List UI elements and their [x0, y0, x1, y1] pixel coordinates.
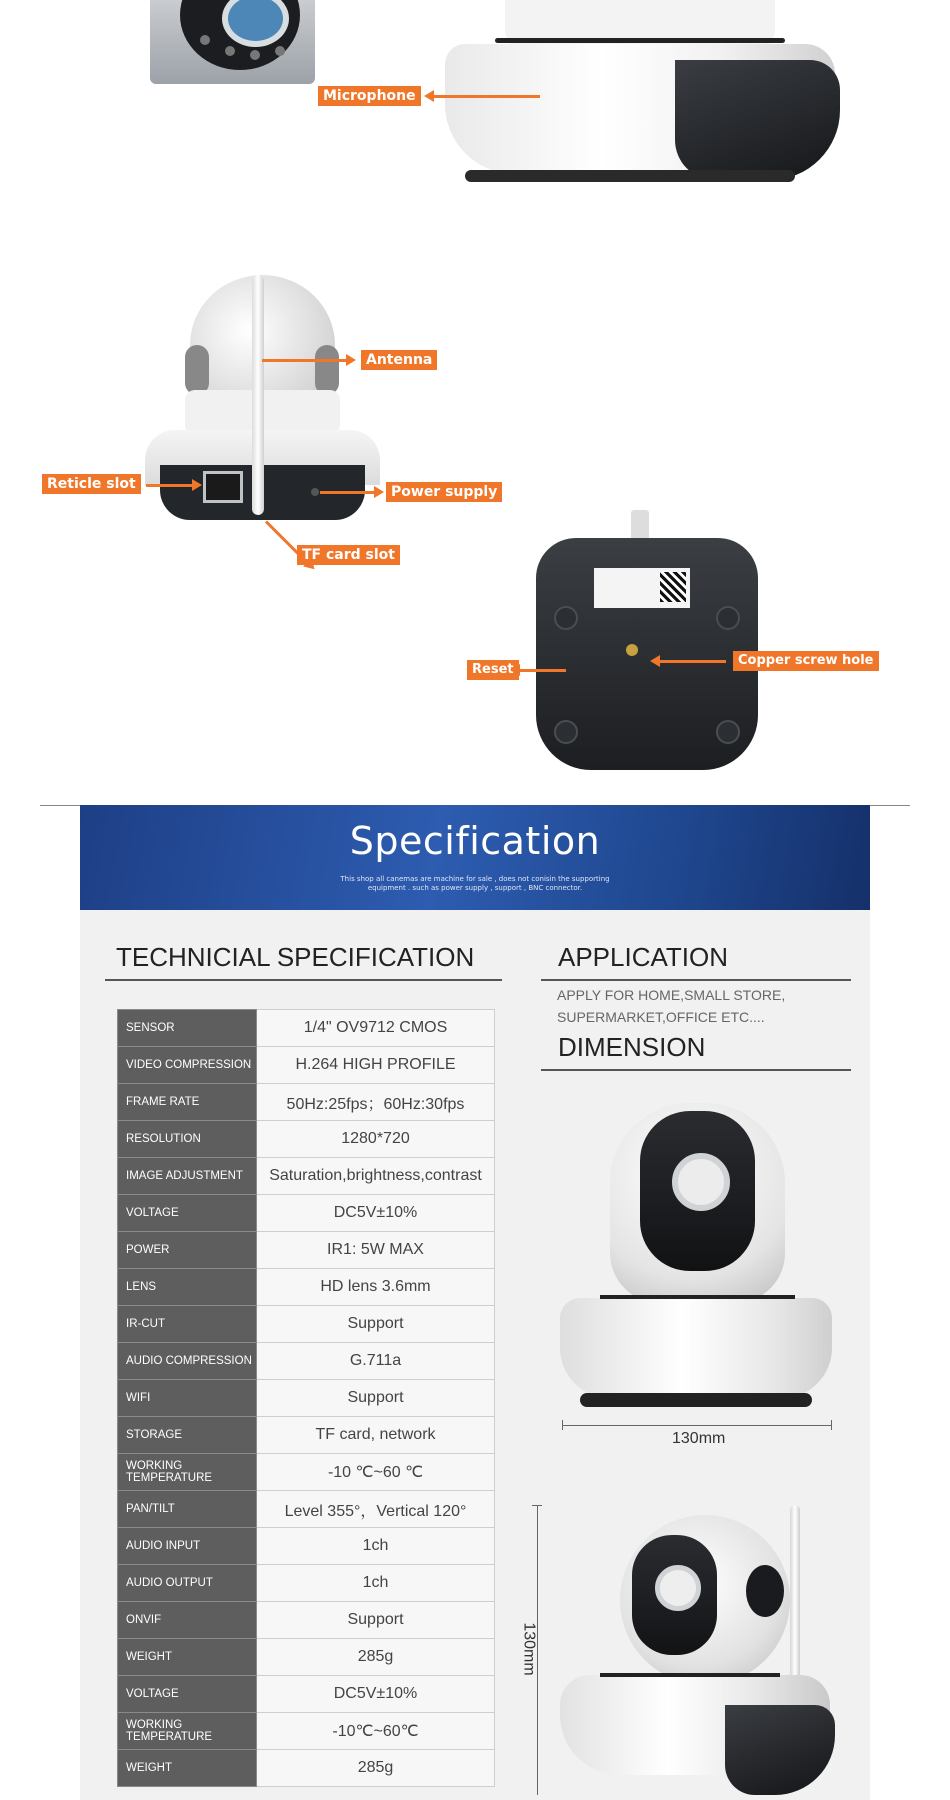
dimension-width-label: 130mm	[672, 1430, 726, 1447]
spec-row	[118, 1047, 495, 1084]
spec-row	[118, 1158, 495, 1195]
reticle-slot-arrow	[146, 484, 194, 487]
microphone-arrow	[432, 95, 540, 98]
spec-subtitle-line2: equipment . such as power supply , support , BNC connector.	[367, 884, 583, 892]
spec-value: HD lens 3.6mm	[257, 1269, 495, 1306]
microphone-label: Microphone	[318, 86, 421, 106]
camera-front-partial	[150, 0, 315, 84]
spec-row	[118, 1269, 495, 1306]
technical-heading-underline	[105, 979, 502, 981]
dimension-heading: DIMENSION	[558, 1032, 706, 1062]
spec-value: -10℃~60℃	[257, 1713, 495, 1750]
spec-key: LENS	[118, 1269, 257, 1306]
tf-card-slot-label: TF card slot	[297, 545, 400, 565]
spec-row	[118, 1343, 495, 1380]
spec-value: Level 355°，Vertical 120°	[257, 1491, 495, 1528]
antenna-label: Antenna	[361, 350, 437, 370]
spec-row	[118, 1602, 495, 1639]
camera-bottom	[536, 510, 758, 770]
spec-value: 50Hz:25fps；60Hz:30fps	[257, 1084, 495, 1121]
spec-value: 285g	[257, 1639, 495, 1676]
spec-row	[118, 1565, 495, 1602]
dimension-width-tick-left	[562, 1420, 563, 1430]
dimension-width-line	[562, 1425, 832, 1426]
technical-heading: TECHNICIAL SPECIFICATION	[116, 942, 475, 972]
dimension-width-tick-right	[831, 1420, 832, 1430]
spec-value: TF card, network	[257, 1417, 495, 1454]
tf-card-slot-arrow	[265, 520, 310, 565]
reticle-slot-label: Reticle slot	[42, 474, 141, 494]
dimension-camera-angled	[560, 1505, 835, 1800]
spec-subtitle	[80, 875, 870, 893]
power-supply-arrow	[320, 491, 376, 494]
dimension-heading-underline	[541, 1069, 851, 1071]
spec-row	[118, 1750, 495, 1787]
spec-value: Saturation,brightness,contrast	[257, 1158, 495, 1195]
spec-key: WEIGHT	[118, 1750, 257, 1787]
spec-row	[118, 1713, 495, 1750]
spec-row	[118, 1676, 495, 1713]
spec-key: SENSOR	[118, 1010, 257, 1047]
spec-key: VOLTAGE	[118, 1676, 257, 1713]
spec-row	[118, 1454, 495, 1491]
spec-row	[118, 1084, 495, 1121]
spec-value: 1280*720	[257, 1121, 495, 1158]
reset-label: Reset	[467, 660, 519, 680]
spec-value: H.264 HIGH PROFILE	[257, 1047, 495, 1084]
spec-key: VIDEO COMPRESSION	[118, 1047, 257, 1084]
spec-value: 1ch	[257, 1528, 495, 1565]
spec-key: PAN/TILT	[118, 1491, 257, 1528]
dimension-height-tick-top	[532, 1505, 542, 1506]
spec-value: 1ch	[257, 1565, 495, 1602]
spec-row	[118, 1528, 495, 1565]
application-heading: APPLICATION	[558, 942, 729, 972]
spec-title: Specification	[349, 819, 601, 863]
application-line2: SUPERMARKET,OFFICE ETC....	[557, 1009, 765, 1025]
spec-row	[118, 1380, 495, 1417]
spec-value: -10 ℃~60 ℃	[257, 1454, 495, 1491]
application-heading-underline	[541, 979, 851, 981]
spec-row	[118, 1491, 495, 1528]
spec-table	[117, 1009, 495, 1787]
power-supply-label: Power supply	[386, 482, 502, 502]
spec-value: G.711a	[257, 1343, 495, 1380]
spec-key: STORAGE	[118, 1417, 257, 1454]
spec-key: AUDIO COMPRESSION	[118, 1343, 257, 1380]
spec-key: ONVIF	[118, 1602, 257, 1639]
spec-banner	[80, 805, 870, 910]
spec-key: IMAGE ADJUSTMENT	[118, 1158, 257, 1195]
spec-value: Support	[257, 1306, 495, 1343]
application-line1: APPLY FOR HOME,SMALL STORE,	[557, 987, 786, 1003]
spec-key: WIFI	[118, 1380, 257, 1417]
camera-base-top	[435, 0, 845, 185]
spec-row	[118, 1417, 495, 1454]
spec-key: VOLTAGE	[118, 1195, 257, 1232]
spec-value: 285g	[257, 1750, 495, 1787]
antenna-arrow	[262, 359, 348, 362]
spec-row	[118, 1306, 495, 1343]
reset-arrow	[518, 669, 566, 672]
spec-key: WORKING TEMPERATURE	[118, 1454, 257, 1491]
spec-value: DC5V±10%	[257, 1676, 495, 1713]
dimension-height-label: 130mm	[520, 1622, 538, 1676]
spec-row	[118, 1195, 495, 1232]
spec-value: 1/4" OV9712 CMOS	[257, 1010, 495, 1047]
spec-key: FRAME RATE	[118, 1084, 257, 1121]
dimension-camera-front	[560, 1103, 832, 1413]
spec-value: DC5V±10%	[257, 1195, 495, 1232]
spec-row	[118, 1121, 495, 1158]
application-text	[557, 984, 785, 1028]
spec-value: Support	[257, 1380, 495, 1417]
spec-key: POWER	[118, 1232, 257, 1269]
spec-key: AUDIO INPUT	[118, 1528, 257, 1565]
spec-key: WORKING TEMPERATURE	[118, 1713, 257, 1750]
spec-value: Support	[257, 1602, 495, 1639]
spec-row	[118, 1639, 495, 1676]
spec-row	[118, 1010, 495, 1047]
spec-row	[118, 1232, 495, 1269]
spec-key: RESOLUTION	[118, 1121, 257, 1158]
spec-value: IR1: 5W MAX	[257, 1232, 495, 1269]
copper-screw-hole-label: Copper screw hole	[733, 651, 879, 671]
spec-key: WEIGHT	[118, 1639, 257, 1676]
spec-subtitle-line1: This shop all canemas are machine for sale , does not conisin the supporting	[340, 875, 610, 883]
spec-key: IR-CUT	[118, 1306, 257, 1343]
spec-key: AUDIO OUTPUT	[118, 1565, 257, 1602]
copper-screw-hole-arrow	[658, 660, 726, 663]
